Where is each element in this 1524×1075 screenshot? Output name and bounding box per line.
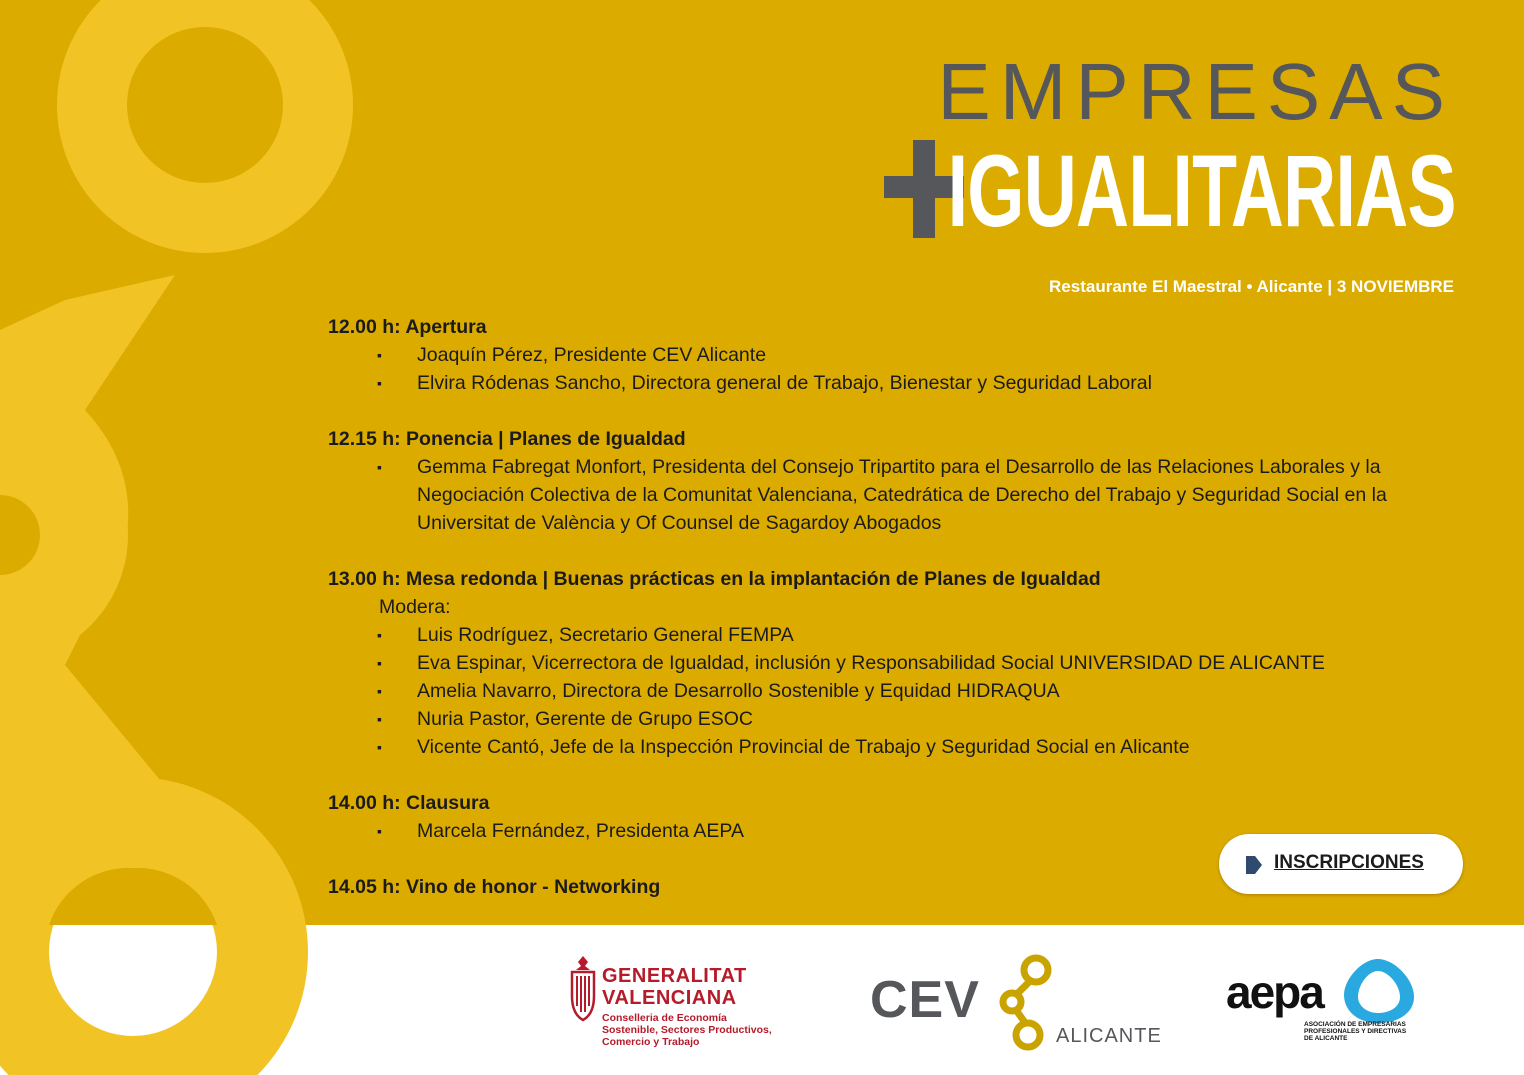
agenda-block-ponencia [328, 425, 1458, 537]
title-igualitarias: IGUALITARIAS [947, 134, 1456, 248]
agenda-item: ▪ Elvira Ródenas Sancho, Directora general de Trabajo, Bienestar y Seguridad Laboral [328, 369, 1458, 397]
agenda-block-mesa-redonda [328, 565, 1458, 761]
venue-date: Restaurante El Maestral • Alicante | 3 NOVIEMBRE [1049, 277, 1454, 296]
agenda-item: ▪ Amelia Navarro, Directora de Desarrollo Sostenible y Equidad HIDRAQUA [328, 677, 1458, 705]
agenda-item: ▪ Joaquín Pérez, Presidente CEV Alicante [328, 341, 1458, 369]
agenda-block-apertura [328, 313, 1458, 397]
agenda-heading: 12.15 h: Ponencia | Planes de Igualdad [328, 428, 686, 450]
agenda-item: ▪ Luis Rodríguez, Secretario General FEMPA [328, 621, 1458, 649]
agenda-heading: 14.00 h: Clausura [328, 792, 490, 814]
agenda-heading: 14.05 h: Vino de honor - Networking [328, 876, 661, 898]
aepa-drop-icon [1336, 955, 1420, 1025]
generalitat-valenciana-logo: GENERALITAT VALENCIANA Conselleria de Economía Sostenible, Sectores Productivos, Comercio y Trabajo [568, 952, 808, 1052]
cev-alicante-logo: CEV ALICANTE [868, 950, 1158, 1060]
aepa-logo: aepa ASOCIACIÓN DE EMPRESARIAS PROFESIONALES Y DIRECTIVAS DE ALICANTE [1224, 955, 1424, 1055]
arrow-right-icon [1244, 854, 1264, 876]
cev-chain-icon [996, 950, 1056, 1054]
agenda-item: ▪ Vicente Cantó, Jefe de la Inspección Provincial de Trabajo y Seguridad Social en Alicante [328, 733, 1458, 761]
inscripciones-button[interactable] [1219, 834, 1463, 894]
gva-shield-icon [568, 954, 598, 1022]
agenda-item: ▪ Marcela Fernández, Presidenta AEPA [328, 817, 1458, 845]
agenda-item: ▪ Eva Espinar, Vicerrectora de Igualdad, inclusión y Responsabilidad Social UNIVERSIDAD DE ALICANTE [328, 649, 1458, 677]
title-empresas: EMPRESAS [937, 47, 1454, 136]
agenda-heading: 12.00 h: Apertura [328, 316, 487, 338]
inscripciones-link[interactable]: INSCRIPCIONES [1274, 852, 1424, 873]
agenda-heading: 13.00 h: Mesa redonda | Buenas prácticas en la implantación de Planes de Igualdad [328, 568, 1101, 590]
agenda-item: ▪ Nuria Pastor, Gerente de Grupo ESOC [328, 705, 1458, 733]
agenda-item: ▪ Gemma Fabregat Monfort, Presidenta del Consejo Tripartito para el Desarrollo de las Relaciones Laborales y la Negociación Colectiva de la Comunitat Valenciana, Catedrática de Derecho del Trabajo y Seguridad Social en la Universitat de València y Of Counsel de Sagardoy Abogados [328, 453, 1458, 537]
moderator-label: Modera: [379, 596, 451, 618]
